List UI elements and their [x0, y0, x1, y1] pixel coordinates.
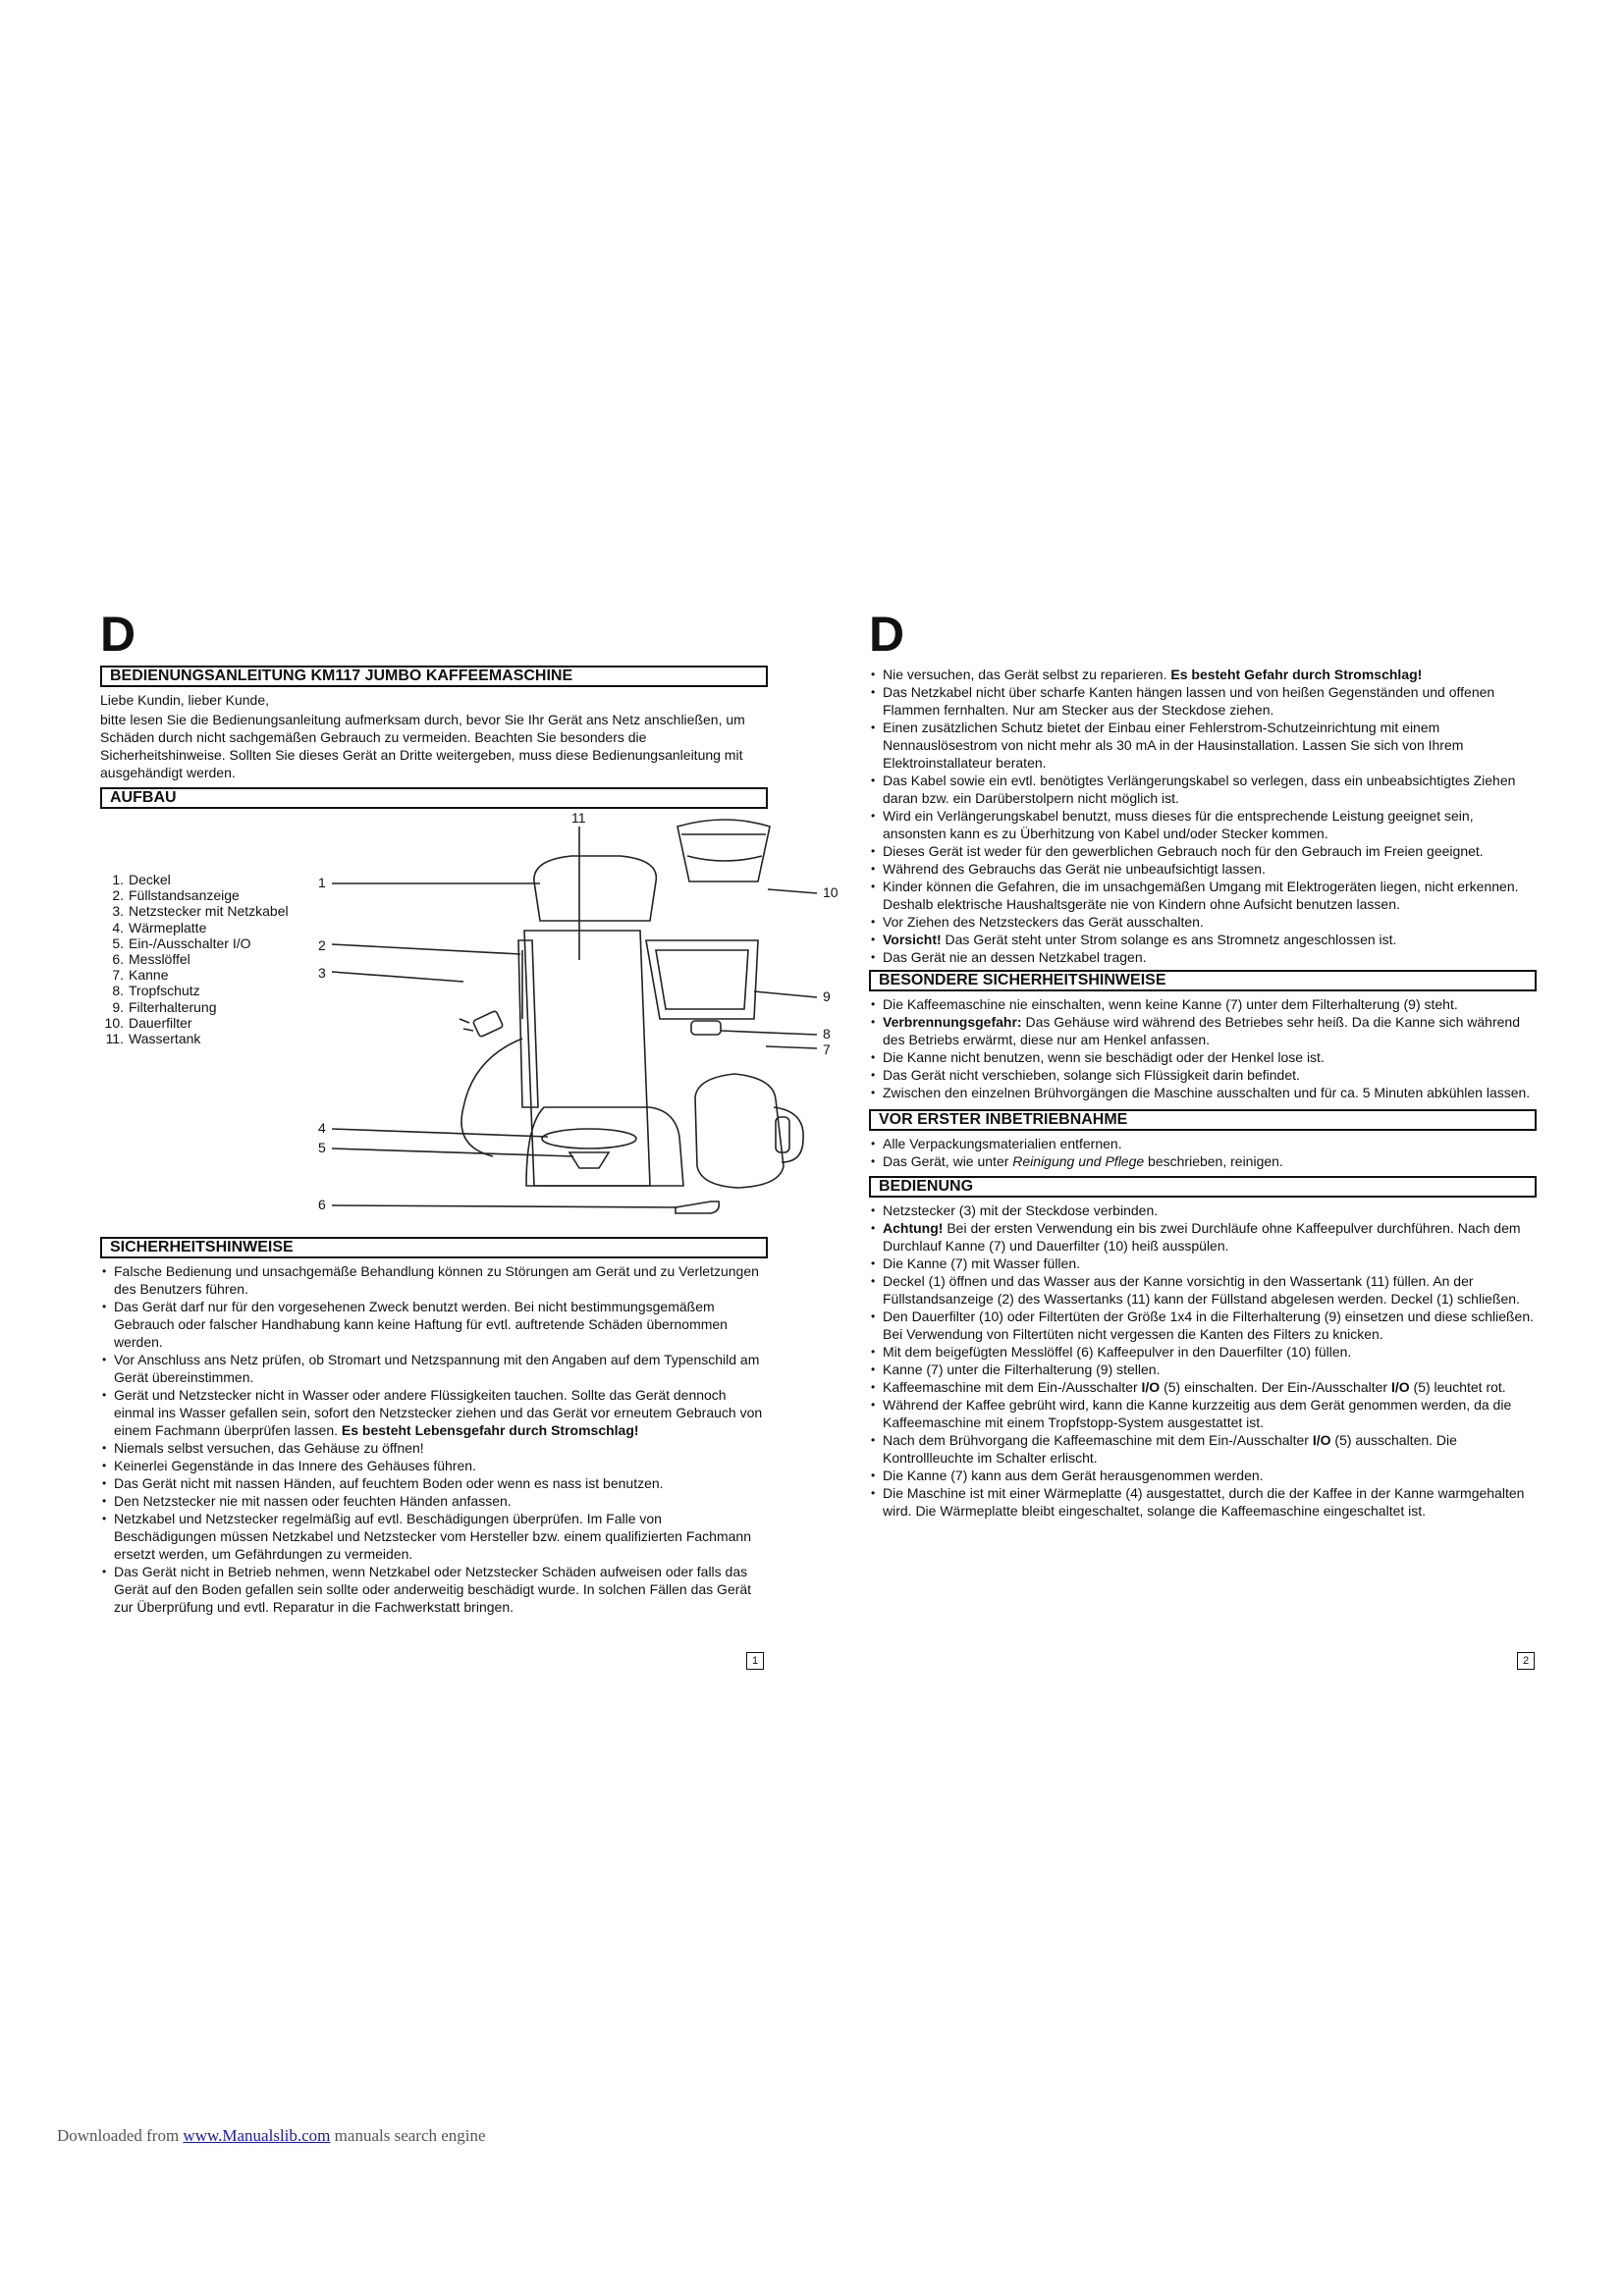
language-letter-2: D [869, 607, 905, 662]
part-label: Ein-/Ausschalter I/O [129, 934, 251, 951]
list-item [869, 1084, 1537, 1101]
part-item [100, 983, 289, 998]
text-run: Vor Anschluss ans Netz prüfen, ob Stromart und Netzspannung mit den Angaben auf dem Typenschild am Gerät übereinstimmen. [114, 1352, 760, 1385]
text-run: Kinder können die Gefahren, die im unsachgemäßen Umgang mit Elektrogeräten liegen, nicht erkennen. Deshalb elektrische Haushaltsgeräte nie von Kindern ohne Aufsicht benutzen lassen. [883, 879, 1519, 912]
text-run: Falsche Bedienung und unsachgemäße Behandlung können zu Störungen am Gerät und zu Verletzungen des Benutzers führen. [114, 1263, 759, 1297]
list-item [869, 878, 1537, 913]
coffee-machine-diagram [318, 810, 876, 1225]
part-item [100, 1031, 289, 1046]
diagram-label-4: 4 [318, 1120, 326, 1136]
section-title-first-use: VOR ERSTER INBETRIEBNAHME [869, 1109, 1537, 1131]
text-run: Nie versuchen, das Gerät selbst zu reparieren. [883, 667, 1171, 682]
list-item [100, 1474, 768, 1492]
parts-list [100, 872, 289, 1046]
part-number: 6. [112, 951, 124, 968]
part-label: Füllstandsanzeige [129, 887, 240, 904]
text-run: Das Gerät steht unter Strom solange es ans Stromnetz angeschlossen ist. [941, 932, 1397, 947]
text-run: Einen zusätzlichen Schutz bietet der Einbau einer Fehlerstrom-Schutzeinrichtung mit einem Nennauslösestrom von nicht mehr als 30 mA in der Hausinstallation. Lassen Sie sich von Ihrem Elektroinstallateur beraten. [883, 720, 1464, 771]
list-item [869, 807, 1537, 842]
part-number: 2. [112, 887, 124, 904]
text-run: Niemals selbst versuchen, das Gehäuse zu öffnen! [114, 1440, 424, 1456]
list-item [869, 1048, 1537, 1066]
text-run: Die Kanne (7) kann aus dem Gerät herausgenommen werden. [883, 1468, 1264, 1483]
part-label: Netzstecker mit Netzkabel [129, 903, 289, 920]
text-run: Netzstecker (3) mit der Steckdose verbinden. [883, 1202, 1159, 1218]
list-item [100, 1510, 768, 1563]
text-run: Das Gehäuse wird während des Betriebes sehr heiß. Da die Kanne sich während des Betriebs erwärmt, diese nur am Henkel anfassen. [883, 1014, 1520, 1047]
text-run: Während der Kaffee gebrüht wird, kann die Kanne kurzzeitig aus dem Gerät genommen werden, da die Kaffeemaschine mit einem Tropfstopp-System ausgestattet ist. [883, 1397, 1512, 1430]
page-number-1: 1 [746, 1652, 764, 1670]
list-item [869, 1396, 1537, 1431]
intro-text: bitte lesen Sie die Bedienungsanleitung aufmerksam durch, bevor Sie Ihr Gerät ans Netz anschließen, um Schäden durch nicht sachgemäßen Gebrauch zu vermeiden. Beachten Sie besonders die Sicherheitshinweise. Sollten Sie dieses Gerät an Dritte weitergeben, muss diese Bedienungsanleitung mit ausgehändigt werden. [100, 712, 745, 780]
text-run: Vorsicht! [883, 932, 942, 947]
text-run: Deckel (1) öffnen und das Wasser aus der Kanne vorsichtig in den Wassertank (11) füllen. An der Füllstandsanzeige (2) des Wassertanks (11) kann der Füllstand abgelesen werden. Deckel (1) schließen. [883, 1273, 1520, 1307]
switch-shape [569, 1152, 609, 1168]
part-number: 3. [112, 903, 124, 920]
text-run: Die Kanne (7) mit Wasser füllen. [883, 1255, 1080, 1271]
part-number: 1. [112, 872, 124, 887]
text-run: Gerät und Netzstecker nicht in Wasser oder andere Flüssigkeiten tauchen. Sollte das Gerät dennoch einmal ins Wasser gefallen sein, sofort den Netzstecker ziehen und das Gerät vor erneutem Gebrauch von einem Fachmann überprüfen lassen. [114, 1387, 763, 1438]
page-2 [869, 609, 1537, 1520]
text-run: Das Gerät nicht in Betrieb nehmen, wenn Netzkabel oder Netzstecker Schäden aufweisen oder falls das Gerät auf den Boden gefallen sein sollte oder anderweitig beschädigt wurde. In solchen Fällen das Gerät zur Überprüfung und evtl. Reparatur in die Fachwerkstatt bringen. [114, 1564, 752, 1615]
text-run: Kaffeemaschine mit dem Ein-/Ausschalter [883, 1379, 1142, 1395]
list-item [869, 666, 1537, 683]
tank-shape [524, 931, 650, 1186]
safety-list [100, 1262, 768, 1616]
part-item [100, 951, 289, 967]
text-run: Es besteht Gefahr durch Stromschlag! [1170, 667, 1423, 682]
carafe-shape [695, 1074, 784, 1188]
text-run: Während des Gebrauchs das Gerät nie unbeaufsichtigt lassen. [883, 861, 1266, 877]
part-number: 7. [112, 967, 124, 984]
list-item [869, 772, 1537, 807]
page-number-2: 2 [1517, 1652, 1535, 1670]
part-item [100, 1015, 289, 1031]
part-item [100, 903, 289, 919]
power-cord-shape [461, 1039, 522, 1156]
part-number: 5. [112, 934, 124, 951]
text-run: (5) ausschalten. Die Kontrollleuchte im Schalter erlischt. [883, 1432, 1457, 1466]
section-title-aufbau: AUFBAU [100, 787, 768, 809]
footer-prefix: Downloaded from [57, 2126, 184, 2145]
text-run: Es besteht Lebensgefahr durch Stromschlag! [341, 1422, 639, 1438]
diagram-label-7: 7 [823, 1041, 831, 1057]
text-run: Bei der ersten Verwendung ein bis zwei Durchläufe ohne Kaffeepulver durchführen. Nach dem Durchlauf Kanne (7) und Dauerfilter (10) heiß ausspülen. [883, 1220, 1521, 1254]
manualslib-link[interactable]: www.Manualslib.com [183, 2126, 331, 2145]
list-item [869, 1308, 1537, 1343]
part-label: Tropfschutz [129, 983, 200, 999]
part-number: 9. [112, 998, 124, 1015]
scoop-shape [676, 1201, 719, 1213]
part-item [100, 967, 289, 983]
part-item [100, 999, 289, 1015]
list-item [869, 913, 1537, 931]
text-run: Den Netzstecker nie mit nassen oder feuchten Händen anfassen. [114, 1493, 512, 1509]
part-number: 8. [112, 983, 124, 999]
text-run: I/O [1141, 1379, 1161, 1395]
text-run: Das Gerät nicht verschieben, solange sich Flüssigkeit darin befindet. [883, 1067, 1300, 1083]
text-run: I/O [1390, 1379, 1410, 1395]
text-run: Das Gerät darf nur für den vorgesehenen Zweck benutzt werden. Bei nicht bestimmungsgemäßem Gebrauch oder falscher Handhabung kann keine Haftung für evtl. auftretende Schäden übernommen werden. [114, 1299, 728, 1350]
list-item [869, 1219, 1537, 1255]
intro-greeting: Liebe Kundin, lieber Kunde, [100, 692, 270, 708]
diagram-label-5: 5 [318, 1140, 326, 1155]
part-number: 4. [112, 919, 124, 935]
page-1 [100, 607, 839, 1616]
list-item [869, 1361, 1537, 1378]
text-run: I/O [1312, 1432, 1331, 1448]
list-item [869, 1152, 1537, 1170]
list-item [100, 1457, 768, 1474]
text-run: Die Kaffeemaschine nie einschalten, wenn keine Kanne (7) unter dem Filterhalterung (9) steht. [883, 996, 1458, 1012]
list-item [869, 1066, 1537, 1084]
list-item [869, 1484, 1537, 1520]
list-item [869, 1135, 1537, 1152]
list-item [100, 1386, 768, 1439]
list-item [869, 1343, 1537, 1361]
permanent-filter-shape [677, 820, 770, 881]
diagram-label-9: 9 [823, 988, 831, 1004]
part-label: Wassertank [129, 1031, 201, 1047]
first-use-list [869, 1135, 1537, 1170]
filter-holder-shape [646, 940, 758, 1019]
text-run: Kanne (7) unter die Filterhalterung (9) stellen. [883, 1362, 1161, 1377]
text-run: (5) einschalten. Der Ein-/Ausschalter [1160, 1379, 1391, 1395]
section-title-operation: BEDIENUNG [869, 1176, 1537, 1198]
part-label: Wärmeplatte [129, 919, 207, 935]
text-run: Verbrennungsgefahr: [883, 1014, 1022, 1030]
special-safety-list [869, 995, 1537, 1101]
list-item [869, 1467, 1537, 1484]
text-run: Das Kabel sowie ein evtl. benötigtes Verlängerungskabel so verlegen, dass ein unbeabsichtigtes Ziehen daran bzw. ein Darüberstolpern nicht möglich ist. [883, 773, 1516, 806]
text-run: Nach dem Brühvorgang die Kaffeemaschine mit dem Ein-/Ausschalter [883, 1432, 1313, 1448]
text-run: Das Gerät, wie unter [883, 1153, 1013, 1169]
part-label: Messlöffel [129, 951, 190, 968]
list-item [100, 1298, 768, 1351]
text-run: Vor Ziehen des Netzsteckers das Gerät ausschalten. [883, 914, 1204, 930]
section-title-safety: SICHERHEITSHINWEISE [100, 1237, 768, 1258]
text-run: Die Kanne nicht benutzen, wenn sie beschädigt oder der Henkel lose ist. [883, 1049, 1325, 1065]
lid-shape [534, 856, 656, 921]
diagram-label-6: 6 [318, 1197, 326, 1212]
text-run: Die Maschine ist mit einer Wärmeplatte (4) ausgestattet, durch die der Kaffee in der Kanne warmgehalten wird. Die Wärmeplatte bleibt eingeschaltet, solange die Kaffeemaschine eingeschaltet ist. [883, 1485, 1525, 1519]
list-item [869, 948, 1537, 966]
diagram-label-8: 8 [823, 1026, 831, 1041]
text-run: Das Gerät nie an dessen Netzkabel tragen. [883, 949, 1147, 965]
list-item [869, 1272, 1537, 1308]
part-item [100, 872, 289, 887]
part-label: Dauerfilter [129, 1014, 192, 1031]
list-item [869, 931, 1537, 948]
operation-list [869, 1201, 1537, 1520]
manual-title: BEDIENUNGSANLEITUNG KM117 JUMBO KAFFEEMASCHINE [100, 666, 768, 687]
list-item [869, 860, 1537, 878]
text-run: beschrieben, reinigen. [1144, 1153, 1283, 1169]
list-item [100, 1351, 768, 1386]
list-item [100, 1492, 768, 1510]
list-item [869, 842, 1537, 860]
section-title-special-safety: BESONDERE SICHERHEITSHINWEISE [869, 970, 1537, 991]
diagram-label-1: 1 [318, 875, 326, 890]
part-number: 10. [104, 1014, 124, 1031]
list-item [100, 1563, 768, 1616]
aufbau-section [100, 810, 839, 1225]
text-run: Zwischen den einzelnen Brühvorgängen die Maschine ausschalten und für ca. 5 Minuten abkühlen lassen. [883, 1085, 1531, 1100]
list-item [100, 1262, 768, 1298]
text-run: Dieses Gerät ist weder für den gewerblichen Gebrauch noch für den Gebrauch im Freien geeignet. [883, 843, 1484, 859]
part-item [100, 935, 289, 951]
list-item [869, 995, 1537, 1013]
diagram-label-11: 11 [571, 810, 586, 826]
list-item [869, 1013, 1537, 1048]
part-item [100, 887, 289, 903]
part-label: Deckel [129, 872, 171, 887]
diagram-label-2: 2 [318, 937, 326, 953]
list-item [869, 1201, 1537, 1219]
text-run: Netzkabel und Netzstecker regelmäßig auf evtl. Beschädigungen überprüfen. Im Falle von Beschädigungen müssen Netzkabel und Netzstecker vom Hersteller bzw. einem qualifizierten Fachmann ersetzt werden, um Gefährdungen zu vermeiden. [114, 1511, 751, 1562]
language-letter: D [100, 607, 136, 662]
list-item [869, 1255, 1537, 1272]
text-run: Reinigung und Pflege [1012, 1153, 1145, 1169]
text-run: Mit dem beigefügten Messlöffel (6) Kaffeepulver in den Dauerfilter (10) füllen. [883, 1344, 1352, 1360]
text-run: Alle Verpackungsmaterialien entfernen. [883, 1136, 1122, 1151]
diagram-label-3: 3 [318, 965, 326, 981]
drip-stop-shape [691, 1021, 721, 1035]
download-footer [57, 2126, 486, 2146]
coffee-machine-drawing [318, 810, 876, 1225]
list-item [869, 1431, 1537, 1467]
text-run: Das Gerät nicht mit nassen Händen, auf feuchtem Boden oder wenn es nass ist benutzen. [114, 1475, 664, 1491]
text-run: Den Dauerfilter (10) oder Filtertüten der Größe 1x4 in die Filterhalterung (9) einsetzen und diese schließen. Bei Verwendung von Filtertüten nicht vergessen die Kanten des Filters zu knicken. [883, 1308, 1534, 1342]
list-item [100, 1439, 768, 1457]
part-item [100, 920, 289, 935]
list-item [869, 683, 1537, 719]
text-run: Achtung! [883, 1220, 944, 1236]
safety-continued-list [869, 666, 1537, 966]
hot-plate-shape [542, 1129, 636, 1148]
plug-shape [472, 1010, 503, 1037]
text-run: Keinerlei Gegenstände in das Innere des Gehäuses führen. [114, 1458, 476, 1473]
part-label: Kanne [129, 967, 169, 984]
text-run: Wird ein Verlängerungskabel benutzt, muss dieses für die entsprechende Leistung geeignet sein, ansonsten kann es zu Überhitzung von Kabel und/oder Stecker kommen. [883, 808, 1474, 841]
list-item [869, 1378, 1537, 1396]
footer-suffix: manuals search engine [330, 2126, 486, 2145]
text-run: (5) leuchtet rot. [1409, 1379, 1506, 1395]
text-run: Das Netzkabel nicht über scharfe Kanten hängen lassen und von heißen Gegenständen und offenen Flammen fernhalten. Nur am Stecker aus der Steckdose ziehen. [883, 684, 1495, 718]
part-number: 11. [105, 1031, 124, 1047]
part-label: Filterhalterung [129, 998, 217, 1015]
list-item [869, 719, 1537, 772]
diagram-label-10: 10 [823, 884, 839, 900]
